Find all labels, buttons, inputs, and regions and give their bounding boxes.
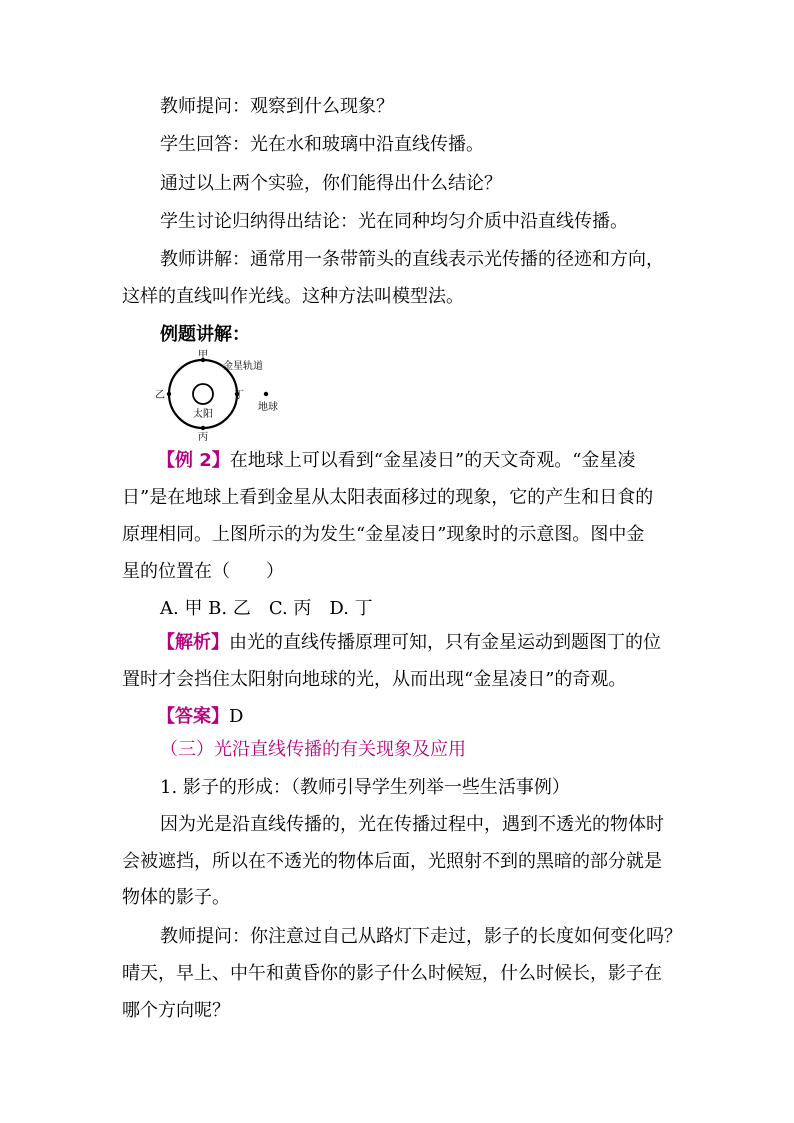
analysis-line-2: 置时才会挡住太阳射向地球的光，从而出现“金星凌日”的奇观。 — [122, 669, 627, 690]
line-student-answer: 学生回答：光在水和玻璃中沿直线传播。 — [160, 134, 484, 155]
venus-transit-diagram — [150, 347, 290, 443]
streetlight-question-line-3: 哪个方向呢？ — [122, 1000, 230, 1021]
item-1-line — [160, 776, 570, 800]
item-1-text: 影子的形成：（教师引导学生列举一些生活事例） — [182, 777, 570, 798]
label-bing: 丙 — [198, 432, 208, 443]
label-ding: 丁 — [234, 390, 244, 401]
answer-line — [157, 705, 243, 729]
section-heading: （三）光沿直线传播的有关现象及应用 — [160, 739, 466, 760]
label-venus-orbit: 金星轨道 — [223, 361, 263, 372]
earth-dot — [264, 392, 268, 396]
label-earth: 地球 — [258, 402, 278, 413]
answer-value: D — [229, 706, 244, 727]
label-yi: 乙 — [155, 390, 165, 401]
line-conclusion-question: 通过以上两个实验，你们能得出什么结论？ — [160, 173, 502, 194]
example-2-line-3: 原理相同。上图所示的为发生“金星凌日”现象时的示意图。图中金 — [122, 524, 645, 545]
analysis-text-1: 由光的直线传播原理可知，只有金星运动到题图丁的位 — [229, 632, 661, 653]
sun-circle — [193, 384, 213, 404]
shadow-paragraph-line-3: 物体的影子。 — [122, 887, 230, 908]
example-heading: 例题讲解： — [160, 324, 250, 345]
example-2-options: A. 甲 B. 乙 C. 丙 D. 丁 — [160, 598, 373, 619]
line-student-conclusion: 学生讨论归纳得出结论：光在同种均匀介质中沿直线传播。 — [160, 211, 628, 232]
example-2-line-2: 日”是在地球上看到金星从太阳表面移过的现象，它的产生和日食的 — [122, 487, 654, 508]
line-teacher-question: 教师提问：观察到什么现象？ — [160, 96, 394, 117]
example-2-tag: 【例 2】 — [157, 450, 230, 471]
answer-tag: 【答案】 — [157, 706, 229, 727]
streetlight-question-line-1: 教师提问：你注意过自己从路灯下走过，影子的长度如何变化吗？ — [160, 926, 682, 947]
example-2-line-4: 星的位置在（ ） — [122, 561, 284, 582]
line-teacher-explain: 教师讲解：通常用一条带箭头的直线表示光传播的径迹和方向， — [160, 249, 664, 270]
position-bing-dot — [201, 426, 205, 430]
analysis-tag: 【解析】 — [157, 632, 229, 653]
analysis-line-1 — [157, 631, 661, 655]
example-2-line-1 — [157, 449, 635, 473]
line-light-ray-model: 这样的直线叫作光线。这种方法叫模型法。 — [122, 286, 464, 307]
streetlight-question-line-2: 晴天，早上、中午和黄昏你的影子什么时候短，什么时候长，影子在 — [122, 963, 662, 984]
label-sun: 太阳 — [193, 409, 213, 420]
label-jia: 甲 — [198, 350, 208, 361]
position-yi-dot — [167, 392, 171, 396]
shadow-paragraph-line-1: 因为光是沿直线传播的，光在传播过程中，遇到不透光的物体时 — [160, 814, 664, 835]
item-1-number: 1. — [160, 777, 178, 798]
shadow-paragraph-line-2: 会被遮挡，所以在不透光的物体后面，光照射不到的黑暗的部分就是 — [122, 851, 662, 872]
example-2-text-1: 在地球上可以看到“金星凌日”的天文奇观。“金星凌 — [229, 450, 636, 471]
